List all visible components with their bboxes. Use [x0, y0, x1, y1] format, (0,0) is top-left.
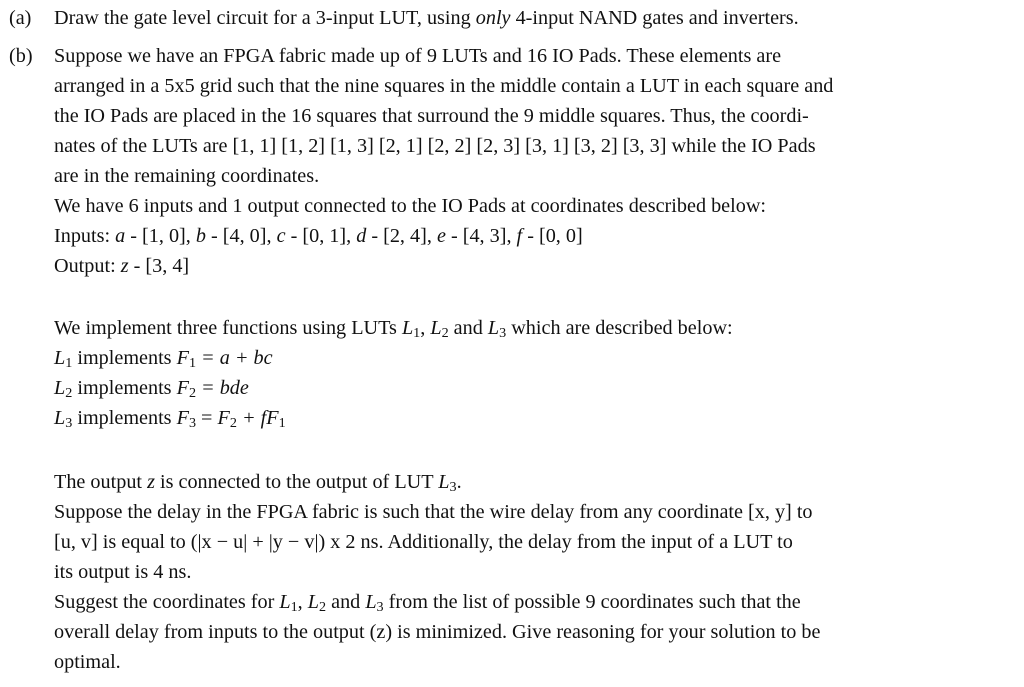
function-l1: $L_1$ implements $F_1 = a$ + bc: [54, 347, 273, 371]
part-b-line-1: Suppose we have an FPGA fabric made up of 9 LUTs and 16 IO Pads. These elements are: [54, 45, 782, 67]
delay-line-3: its output is 4 ns.: [54, 561, 192, 583]
output-line: Output: z - [3, 4]: [54, 255, 190, 277]
suggest-line-3: optimal.: [54, 651, 121, 673]
delay-line-2: [u, v] is equal to (|x − u| + |y − v|) x 2 ns. Additionally, the delay from the input of a LUT to: [54, 531, 793, 553]
output-note: The output z is connected to the output of LUT $L_3$.: [54, 471, 462, 495]
suggest-line-1: Suggest the coordinates for $L_1$, $L_2$ and $L_3$ from the list of possible 9 coordinates such that the: [54, 591, 801, 615]
delay-line-1: Suppose the delay in the FPGA fabric is such that the wire delay from any coordinate [x, y] to: [54, 501, 813, 523]
part-b-line-3: the IO Pads are placed in the 16 squares that surround the 9 middle squares. Thus, the coordi-: [54, 105, 809, 127]
part-b-line-2: arranged in a 5x5 grid such that the nine squares in the middle contain a LUT in each square and: [54, 75, 834, 97]
part-a-text: Draw the gate level circuit for a 3-input LUT, using only 4-input NAND gates and inverters.: [54, 7, 799, 29]
inputs-line: Inputs: a - [1, 0], b - [4, 0], c - [0, 1], d - [2, 4], e - [4, 3], f - [0, 0]: [54, 225, 583, 247]
functions-intro: We implement three functions using LUTs $L_1$, $L_2$ and $L_3$ which are described below:: [54, 317, 733, 341]
suggest-line-2: overall delay from inputs to the output (z) is minimized. Give reasoning for your solution to be: [54, 621, 821, 643]
part-b-line-4: nates of the LUTs are [1, 1] [1, 2] [1, 3] [2, 1] [2, 2] [2, 3] [3, 1] [3, 2] [3, 3] while the IO Pads: [54, 135, 816, 157]
function-l3: $L_3$ implements $F_3 = F_2 + fF_1$: [54, 407, 286, 431]
part-a-label: (a): [9, 7, 32, 29]
emphasis-only: only: [475, 7, 511, 29]
part-b-line-6: We have 6 inputs and 1 output connected to the IO Pads at coordinates described below:: [54, 195, 767, 217]
part-b-line-5: are in the remaining coordinates.: [54, 165, 320, 187]
part-b-label: (b): [9, 45, 33, 67]
function-l2: $L_2$ implements $F_2$ = bde: [54, 377, 249, 401]
